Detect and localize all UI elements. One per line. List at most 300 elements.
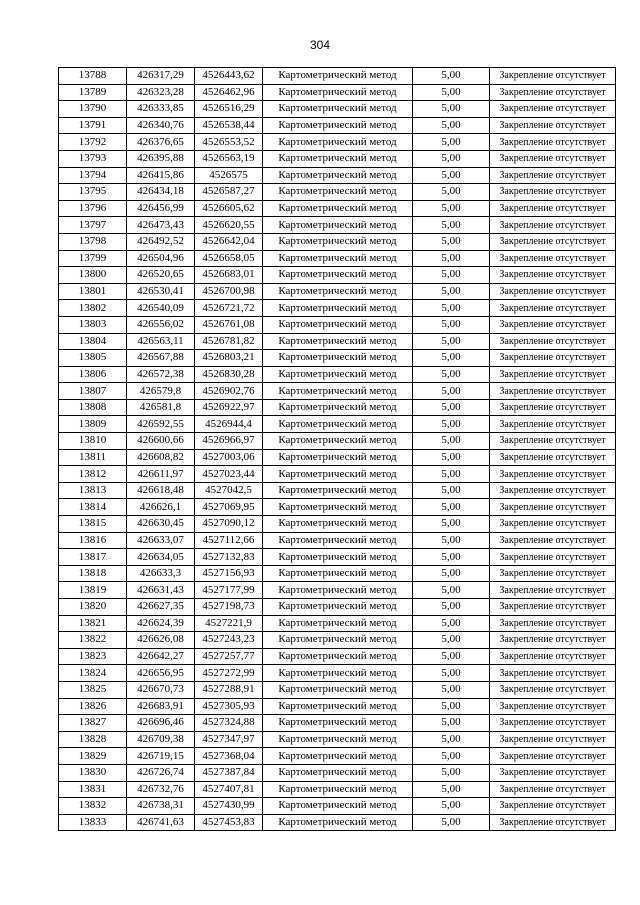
point-number-cell: 13826	[59, 698, 127, 715]
point-number-cell: 13817	[59, 549, 127, 566]
x-coordinate-cell: 426572,38	[127, 366, 195, 383]
accuracy-cell: 5,00	[413, 516, 490, 533]
status-cell: Закрепление отсутствует	[490, 814, 616, 831]
accuracy-cell: 5,00	[413, 399, 490, 416]
x-coordinate-cell: 426611,97	[127, 466, 195, 483]
method-cell: Картометрический метод	[263, 283, 413, 300]
method-cell: Картометрический метод	[263, 814, 413, 831]
y-coordinate-cell: 4527132,83	[195, 549, 263, 566]
x-coordinate-cell: 426696,46	[127, 715, 195, 732]
y-coordinate-cell: 4526563,19	[195, 150, 263, 167]
table-row	[59, 300, 616, 317]
status-cell: Закрепление отсутствует	[490, 134, 616, 151]
status-cell: Закрепление отсутствует	[490, 300, 616, 317]
table-row	[59, 250, 616, 267]
table-row	[59, 748, 616, 765]
status-cell: Закрепление отсутствует	[490, 449, 616, 466]
x-coordinate-cell: 426726,74	[127, 764, 195, 781]
y-coordinate-cell: 4526605,62	[195, 200, 263, 217]
y-coordinate-cell: 4526944,4	[195, 416, 263, 433]
x-coordinate-cell: 426624,39	[127, 615, 195, 632]
status-cell: Закрепление отсутствует	[490, 433, 616, 450]
y-coordinate-cell: 4526538,44	[195, 117, 263, 134]
status-cell: Закрепление отсутствует	[490, 267, 616, 284]
status-cell: Закрепление отсутствует	[490, 698, 616, 715]
y-coordinate-cell: 4527069,95	[195, 499, 263, 516]
status-cell: Закрепление отсутствует	[490, 731, 616, 748]
y-coordinate-cell: 4527042,5	[195, 482, 263, 499]
table-row	[59, 731, 616, 748]
table-row	[59, 615, 616, 632]
x-coordinate-cell: 426631,43	[127, 582, 195, 599]
x-coordinate-cell: 426642,27	[127, 648, 195, 665]
point-number-cell: 13797	[59, 217, 127, 234]
status-cell: Закрепление отсутствует	[490, 549, 616, 566]
table-row	[59, 449, 616, 466]
status-cell: Закрепление отсутствует	[490, 582, 616, 599]
y-coordinate-cell: 4527387,84	[195, 764, 263, 781]
x-coordinate-cell: 426732,76	[127, 781, 195, 798]
status-cell: Закрепление отсутствует	[490, 333, 616, 350]
method-cell: Картометрический метод	[263, 731, 413, 748]
accuracy-cell: 5,00	[413, 101, 490, 118]
table-row	[59, 217, 616, 234]
accuracy-cell: 5,00	[413, 499, 490, 516]
method-cell: Картометрический метод	[263, 217, 413, 234]
accuracy-cell: 5,00	[413, 748, 490, 765]
status-cell: Закрепление отсутствует	[490, 84, 616, 101]
x-coordinate-cell: 426630,45	[127, 516, 195, 533]
x-coordinate-cell: 426323,28	[127, 84, 195, 101]
method-cell: Картометрический метод	[263, 565, 413, 582]
accuracy-cell: 5,00	[413, 84, 490, 101]
point-number-cell: 13790	[59, 101, 127, 118]
method-cell: Картометрический метод	[263, 433, 413, 450]
table-row	[59, 482, 616, 499]
point-number-cell: 13809	[59, 416, 127, 433]
table-row	[59, 681, 616, 698]
point-number-cell: 13805	[59, 350, 127, 367]
status-cell: Закрепление отсутствует	[490, 615, 616, 632]
method-cell: Картометрический метод	[263, 399, 413, 416]
table-row	[59, 665, 616, 682]
x-coordinate-cell: 426333,85	[127, 101, 195, 118]
status-cell: Закрепление отсутствует	[490, 283, 616, 300]
accuracy-cell: 5,00	[413, 549, 490, 566]
x-coordinate-cell: 426627,35	[127, 599, 195, 616]
method-cell: Картометрический метод	[263, 117, 413, 134]
status-cell: Закрепление отсутствует	[490, 416, 616, 433]
accuracy-cell: 5,00	[413, 599, 490, 616]
accuracy-cell: 5,00	[413, 150, 490, 167]
method-cell: Картометрический метод	[263, 698, 413, 715]
table-row	[59, 648, 616, 665]
status-cell: Закрепление отсутствует	[490, 366, 616, 383]
table-row	[59, 150, 616, 167]
method-cell: Картометрический метод	[263, 632, 413, 649]
method-cell: Картометрический метод	[263, 250, 413, 267]
x-coordinate-cell: 426709,38	[127, 731, 195, 748]
method-cell: Картометрический метод	[263, 615, 413, 632]
status-cell: Закрепление отсутствует	[490, 250, 616, 267]
point-number-cell: 13794	[59, 167, 127, 184]
y-coordinate-cell: 4527177,99	[195, 582, 263, 599]
status-cell: Закрепление отсутствует	[490, 68, 616, 85]
x-coordinate-cell: 426608,82	[127, 449, 195, 466]
accuracy-cell: 5,00	[413, 482, 490, 499]
accuracy-cell: 5,00	[413, 798, 490, 815]
y-coordinate-cell: 4526721,72	[195, 300, 263, 317]
y-coordinate-cell: 4527198,73	[195, 599, 263, 616]
y-coordinate-cell: 4527090,12	[195, 516, 263, 533]
status-cell: Закрепление отсутствует	[490, 715, 616, 732]
x-coordinate-cell: 426626,08	[127, 632, 195, 649]
x-coordinate-cell: 426395,88	[127, 150, 195, 167]
method-cell: Картометрический метод	[263, 449, 413, 466]
x-coordinate-cell: 426415,86	[127, 167, 195, 184]
point-number-cell: 13814	[59, 499, 127, 516]
accuracy-cell: 5,00	[413, 250, 490, 267]
method-cell: Картометрический метод	[263, 532, 413, 549]
y-coordinate-cell: 4526683,01	[195, 267, 263, 284]
accuracy-cell: 5,00	[413, 350, 490, 367]
y-coordinate-cell: 4526761,08	[195, 316, 263, 333]
accuracy-cell: 5,00	[413, 615, 490, 632]
table-row	[59, 184, 616, 201]
status-cell: Закрепление отсутствует	[490, 399, 616, 416]
y-coordinate-cell: 4526803,21	[195, 350, 263, 367]
point-number-cell: 13795	[59, 184, 127, 201]
point-number-cell: 13815	[59, 516, 127, 533]
status-cell: Закрепление отсутствует	[490, 798, 616, 815]
x-coordinate-cell: 426634,05	[127, 549, 195, 566]
method-cell: Картометрический метод	[263, 267, 413, 284]
accuracy-cell: 5,00	[413, 68, 490, 85]
y-coordinate-cell: 4527003,06	[195, 449, 263, 466]
table-row	[59, 466, 616, 483]
status-cell: Закрепление отсутствует	[490, 516, 616, 533]
table-row	[59, 532, 616, 549]
coordinates-table	[58, 67, 616, 831]
y-coordinate-cell: 4526443,62	[195, 68, 263, 85]
status-cell: Закрепление отсутствует	[490, 499, 616, 516]
point-number-cell: 13808	[59, 399, 127, 416]
accuracy-cell: 5,00	[413, 300, 490, 317]
accuracy-cell: 5,00	[413, 184, 490, 201]
point-number-cell: 13799	[59, 250, 127, 267]
point-number-cell: 13791	[59, 117, 127, 134]
point-number-cell: 13800	[59, 267, 127, 284]
y-coordinate-cell: 4527347,97	[195, 731, 263, 748]
table-row	[59, 366, 616, 383]
point-number-cell: 13818	[59, 565, 127, 582]
x-coordinate-cell: 426556,02	[127, 316, 195, 333]
x-coordinate-cell: 426581,8	[127, 399, 195, 416]
status-cell: Закрепление отсутствует	[490, 599, 616, 616]
method-cell: Картометрический метод	[263, 134, 413, 151]
accuracy-cell: 5,00	[413, 632, 490, 649]
y-coordinate-cell: 4526553,52	[195, 134, 263, 151]
y-coordinate-cell: 4527407,81	[195, 781, 263, 798]
method-cell: Картометрический метод	[263, 84, 413, 101]
x-coordinate-cell: 426563,11	[127, 333, 195, 350]
table-row	[59, 549, 616, 566]
x-coordinate-cell: 426670,73	[127, 681, 195, 698]
point-number-cell: 13798	[59, 233, 127, 250]
point-number-cell: 13806	[59, 366, 127, 383]
accuracy-cell: 5,00	[413, 715, 490, 732]
method-cell: Картометрический метод	[263, 665, 413, 682]
y-coordinate-cell: 4527221,9	[195, 615, 263, 632]
point-number-cell: 13822	[59, 632, 127, 649]
point-number-cell: 13816	[59, 532, 127, 549]
x-coordinate-cell: 426567,88	[127, 350, 195, 367]
table-row	[59, 350, 616, 367]
status-cell: Закрепление отсутствует	[490, 150, 616, 167]
table-row	[59, 316, 616, 333]
method-cell: Картометрический метод	[263, 648, 413, 665]
x-coordinate-cell: 426434,18	[127, 184, 195, 201]
method-cell: Картометрический метод	[263, 549, 413, 566]
y-coordinate-cell: 4526587,27	[195, 184, 263, 201]
accuracy-cell: 5,00	[413, 416, 490, 433]
accuracy-cell: 5,00	[413, 681, 490, 698]
method-cell: Картометрический метод	[263, 748, 413, 765]
x-coordinate-cell: 426492,52	[127, 233, 195, 250]
point-number-cell: 13802	[59, 300, 127, 317]
accuracy-cell: 5,00	[413, 665, 490, 682]
x-coordinate-cell: 426540,09	[127, 300, 195, 317]
status-cell: Закрепление отсутствует	[490, 184, 616, 201]
x-coordinate-cell: 426473,43	[127, 217, 195, 234]
accuracy-cell: 5,00	[413, 283, 490, 300]
accuracy-cell: 5,00	[413, 200, 490, 217]
status-cell: Закрепление отсутствует	[490, 466, 616, 483]
y-coordinate-cell: 4527324,88	[195, 715, 263, 732]
point-number-cell: 13793	[59, 150, 127, 167]
method-cell: Картометрический метод	[263, 599, 413, 616]
method-cell: Картометрический метод	[263, 200, 413, 217]
x-coordinate-cell: 426741,63	[127, 814, 195, 831]
accuracy-cell: 5,00	[413, 565, 490, 582]
status-cell: Закрепление отсутствует	[490, 764, 616, 781]
table-row	[59, 84, 616, 101]
point-number-cell: 13810	[59, 433, 127, 450]
accuracy-cell: 5,00	[413, 698, 490, 715]
x-coordinate-cell: 426340,76	[127, 117, 195, 134]
y-coordinate-cell: 4526462,96	[195, 84, 263, 101]
status-cell: Закрепление отсутствует	[490, 383, 616, 400]
y-coordinate-cell: 4526575	[195, 167, 263, 184]
point-number-cell: 13824	[59, 665, 127, 682]
x-coordinate-cell: 426456,99	[127, 200, 195, 217]
y-coordinate-cell: 4527156,93	[195, 565, 263, 582]
status-cell: Закрепление отсутствует	[490, 482, 616, 499]
accuracy-cell: 5,00	[413, 781, 490, 798]
status-cell: Закрепление отсутствует	[490, 532, 616, 549]
table-row	[59, 433, 616, 450]
table-row	[59, 764, 616, 781]
method-cell: Картометрический метод	[263, 167, 413, 184]
method-cell: Картометрический метод	[263, 582, 413, 599]
x-coordinate-cell: 426633,3	[127, 565, 195, 582]
method-cell: Картометрический метод	[263, 333, 413, 350]
status-cell: Закрепление отсутствует	[490, 316, 616, 333]
table-row	[59, 814, 616, 831]
status-cell: Закрепление отсутствует	[490, 632, 616, 649]
y-coordinate-cell: 4527453,83	[195, 814, 263, 831]
status-cell: Закрепление отсутствует	[490, 167, 616, 184]
accuracy-cell: 5,00	[413, 316, 490, 333]
accuracy-cell: 5,00	[413, 217, 490, 234]
accuracy-cell: 5,00	[413, 433, 490, 450]
status-cell: Закрепление отсутствует	[490, 117, 616, 134]
point-number-cell: 13828	[59, 731, 127, 748]
status-cell: Закрепление отсутствует	[490, 781, 616, 798]
accuracy-cell: 5,00	[413, 582, 490, 599]
method-cell: Картометрический метод	[263, 316, 413, 333]
method-cell: Картометрический метод	[263, 68, 413, 85]
point-number-cell: 13831	[59, 781, 127, 798]
accuracy-cell: 5,00	[413, 764, 490, 781]
x-coordinate-cell: 426618,48	[127, 482, 195, 499]
point-number-cell: 13832	[59, 798, 127, 815]
y-coordinate-cell: 4527243,23	[195, 632, 263, 649]
table-row	[59, 599, 616, 616]
accuracy-cell: 5,00	[413, 167, 490, 184]
point-number-cell: 13813	[59, 482, 127, 499]
x-coordinate-cell: 426376,65	[127, 134, 195, 151]
y-coordinate-cell: 4526700,98	[195, 283, 263, 300]
status-cell: Закрепление отсутствует	[490, 200, 616, 217]
method-cell: Картометрический метод	[263, 150, 413, 167]
accuracy-cell: 5,00	[413, 134, 490, 151]
x-coordinate-cell: 426579,8	[127, 383, 195, 400]
y-coordinate-cell: 4527288,91	[195, 681, 263, 698]
status-cell: Закрепление отсутствует	[490, 217, 616, 234]
table-row	[59, 167, 616, 184]
method-cell: Картометрический метод	[263, 715, 413, 732]
point-number-cell: 13801	[59, 283, 127, 300]
x-coordinate-cell: 426600,66	[127, 433, 195, 450]
point-number-cell: 13819	[59, 582, 127, 599]
table-row	[59, 333, 616, 350]
y-coordinate-cell: 4526781,82	[195, 333, 263, 350]
y-coordinate-cell: 4526922,97	[195, 399, 263, 416]
point-number-cell: 13825	[59, 681, 127, 698]
method-cell: Картометрический метод	[263, 499, 413, 516]
x-coordinate-cell: 426633,07	[127, 532, 195, 549]
status-cell: Закрепление отсутствует	[490, 748, 616, 765]
accuracy-cell: 5,00	[413, 648, 490, 665]
table-row	[59, 267, 616, 284]
method-cell: Картометрический метод	[263, 101, 413, 118]
status-cell: Закрепление отсутствует	[490, 101, 616, 118]
y-coordinate-cell: 4526830,28	[195, 366, 263, 383]
y-coordinate-cell: 4526658,05	[195, 250, 263, 267]
accuracy-cell: 5,00	[413, 233, 490, 250]
y-coordinate-cell: 4526516,29	[195, 101, 263, 118]
table-row	[59, 516, 616, 533]
status-cell: Закрепление отсутствует	[490, 233, 616, 250]
status-cell: Закрепление отсутствует	[490, 565, 616, 582]
page-number: 304	[309, 38, 331, 52]
y-coordinate-cell: 4527368,04	[195, 748, 263, 765]
point-number-cell: 13788	[59, 68, 127, 85]
method-cell: Картометрический метод	[263, 350, 413, 367]
method-cell: Картометрический метод	[263, 516, 413, 533]
accuracy-cell: 5,00	[413, 466, 490, 483]
table-row	[59, 499, 616, 516]
method-cell: Картометрический метод	[263, 764, 413, 781]
y-coordinate-cell: 4526966,97	[195, 433, 263, 450]
accuracy-cell: 5,00	[413, 731, 490, 748]
method-cell: Картометрический метод	[263, 781, 413, 798]
method-cell: Картометрический метод	[263, 416, 413, 433]
point-number-cell: 13804	[59, 333, 127, 350]
x-coordinate-cell: 426626,1	[127, 499, 195, 516]
table-row	[59, 399, 616, 416]
x-coordinate-cell: 426317,29	[127, 68, 195, 85]
table-row	[59, 101, 616, 118]
method-cell: Картометрический метод	[263, 466, 413, 483]
method-cell: Картометрический метод	[263, 681, 413, 698]
point-number-cell: 13807	[59, 383, 127, 400]
method-cell: Картометрический метод	[263, 300, 413, 317]
accuracy-cell: 5,00	[413, 814, 490, 831]
y-coordinate-cell: 4526620,55	[195, 217, 263, 234]
x-coordinate-cell: 426719,15	[127, 748, 195, 765]
x-coordinate-cell: 426504,96	[127, 250, 195, 267]
accuracy-cell: 5,00	[413, 117, 490, 134]
status-cell: Закрепление отсутствует	[490, 665, 616, 682]
table-body	[59, 68, 616, 831]
table-row	[59, 200, 616, 217]
table-row	[59, 383, 616, 400]
y-coordinate-cell: 4527112,66	[195, 532, 263, 549]
y-coordinate-cell: 4526902,76	[195, 383, 263, 400]
accuracy-cell: 5,00	[413, 383, 490, 400]
table-row	[59, 582, 616, 599]
y-coordinate-cell: 4527305,93	[195, 698, 263, 715]
x-coordinate-cell: 426520,65	[127, 267, 195, 284]
table-row	[59, 416, 616, 433]
method-cell: Картометрический метод	[263, 798, 413, 815]
y-coordinate-cell: 4527257,77	[195, 648, 263, 665]
point-number-cell: 13789	[59, 84, 127, 101]
x-coordinate-cell: 426738,31	[127, 798, 195, 815]
table-row	[59, 632, 616, 649]
point-number-cell: 13827	[59, 715, 127, 732]
table-row	[59, 781, 616, 798]
x-coordinate-cell: 426592,55	[127, 416, 195, 433]
y-coordinate-cell: 4527023,44	[195, 466, 263, 483]
method-cell: Картометрический метод	[263, 233, 413, 250]
table-row	[59, 233, 616, 250]
table-row	[59, 715, 616, 732]
point-number-cell: 13812	[59, 466, 127, 483]
status-cell: Закрепление отсутствует	[490, 681, 616, 698]
table-row	[59, 565, 616, 582]
y-coordinate-cell: 4527272,99	[195, 665, 263, 682]
point-number-cell: 13829	[59, 748, 127, 765]
point-number-cell: 13833	[59, 814, 127, 831]
method-cell: Картометрический метод	[263, 366, 413, 383]
status-cell: Закрепление отсутствует	[490, 648, 616, 665]
x-coordinate-cell: 426530,41	[127, 283, 195, 300]
table-row	[59, 798, 616, 815]
point-number-cell: 13823	[59, 648, 127, 665]
